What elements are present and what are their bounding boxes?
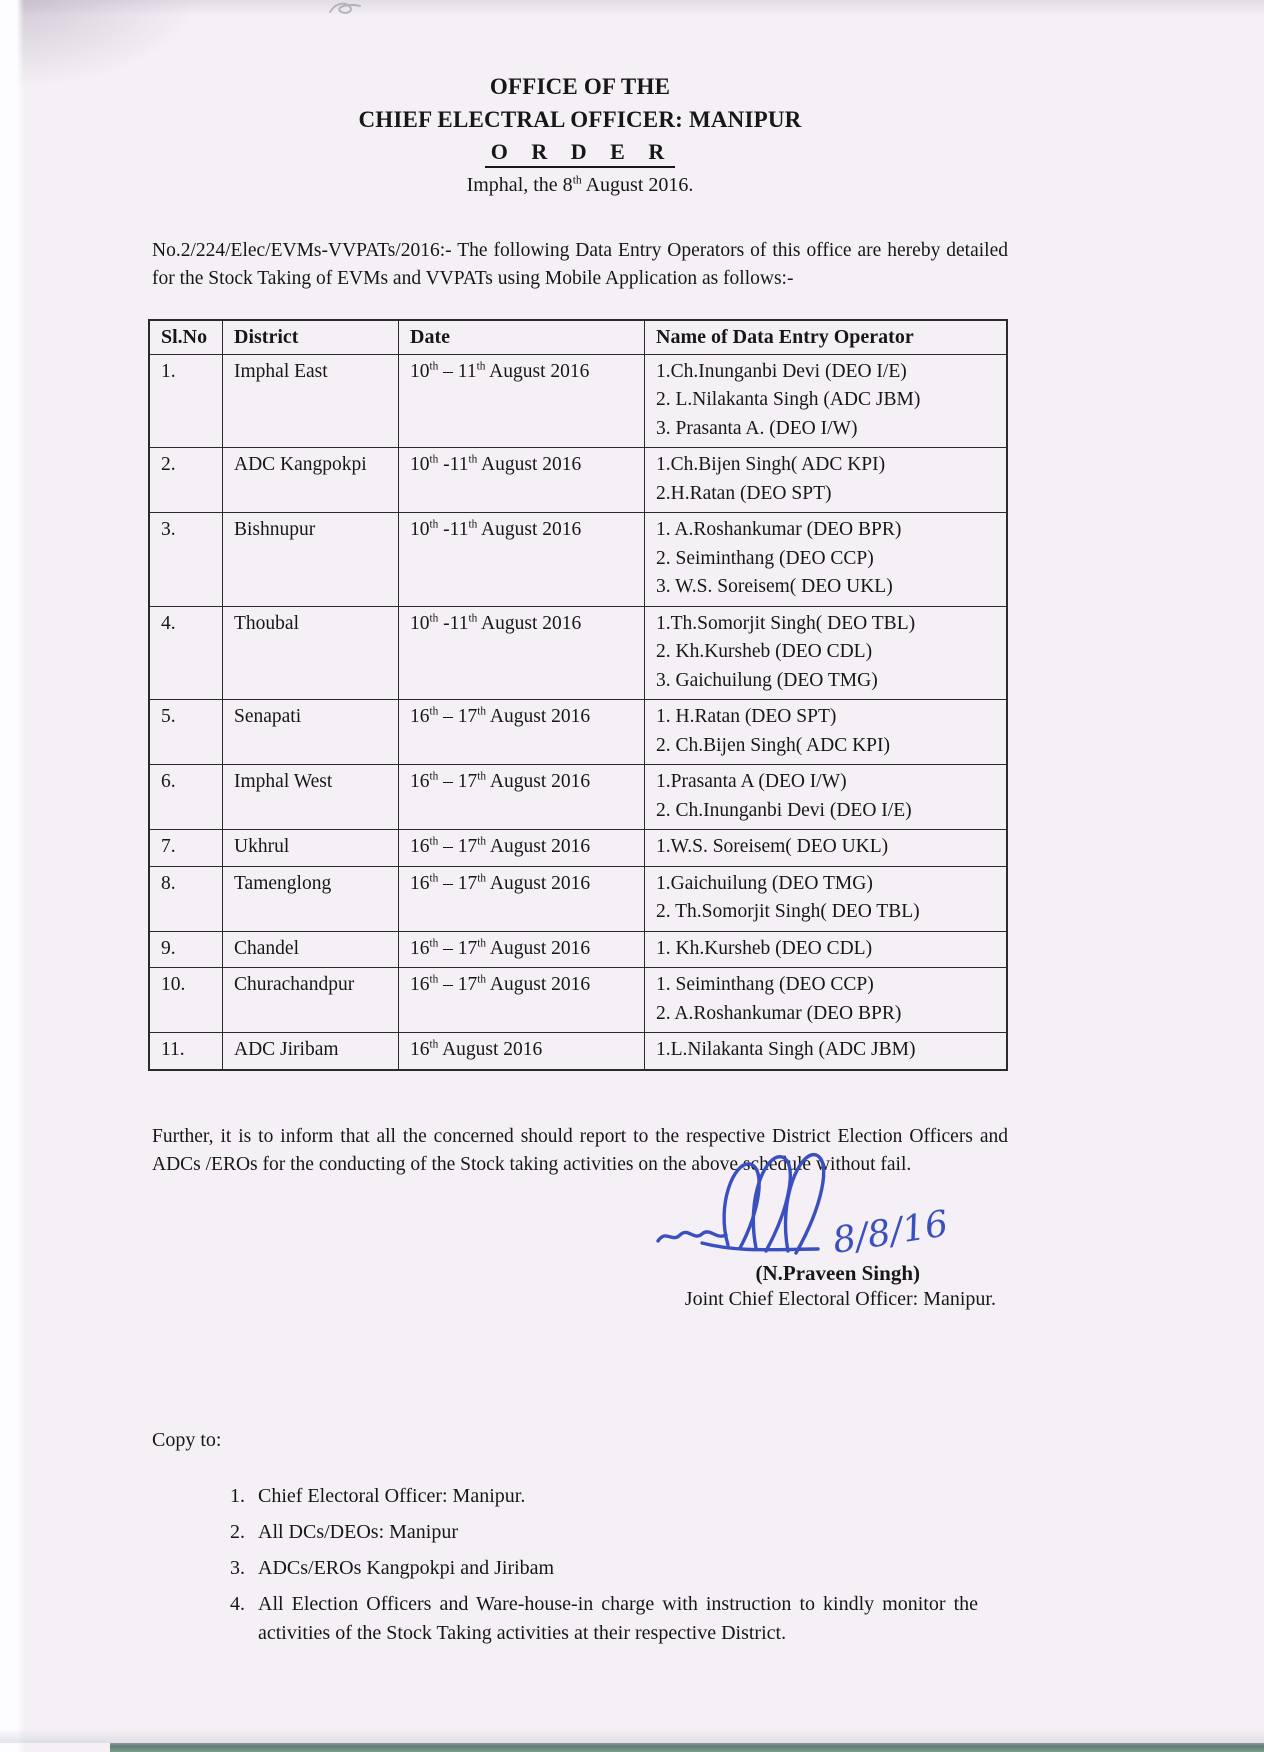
operator-line: 3. W.S. Soreisem( DEO UKL) xyxy=(656,576,893,597)
cell-operators xyxy=(645,968,1008,1033)
table-row xyxy=(149,448,1007,513)
cell-operators xyxy=(645,448,1008,513)
operator-line: 2. Th.Somorjit Singh( DEO TBL) xyxy=(656,901,920,922)
order-heading: O R D E R xyxy=(485,139,675,168)
document-content xyxy=(152,70,1008,1655)
office-title-line2: CHIEF ELECTRAL OFFICER: MANIPUR xyxy=(358,107,802,132)
cell-slno: 5. xyxy=(149,700,223,765)
cell-slno: 8. xyxy=(149,866,223,931)
order-reference-paragraph: No.2/224/Elec/EVMs-VVPATs/2016:- The following Data Entry Operators of this office are hereby detailed for the Stock Taking of EVMs and VVPATs using Mobile Application as follows:- xyxy=(152,240,1008,289)
cell-slno: 6. xyxy=(149,765,223,830)
cell-district: Thoubal xyxy=(223,606,399,700)
table-row xyxy=(149,354,1007,448)
operator-line: 3. Gaichuilung (DEO TMG) xyxy=(656,669,878,691)
cell-operators xyxy=(645,1033,1008,1070)
duty-schedule-table xyxy=(148,319,1008,1071)
cell-date: 10th -11th August 2016 xyxy=(399,513,645,607)
table-row xyxy=(149,513,1007,607)
operator-line: 2. Ch.Bijen Singh( ADC KPI) xyxy=(656,734,891,756)
operator-line: 1.Th.Somorjit Singh( DEO TBL) xyxy=(656,612,916,634)
cell-operators xyxy=(645,513,1008,607)
cell-operators xyxy=(645,866,1008,931)
operator-line: 2. Kh.Kursheb (DEO CDL) xyxy=(656,641,873,662)
operator-line: 1.Ch.Inunganbi Devi (DEO I/E) xyxy=(656,360,907,382)
signatory-name: (N.Praveen Singh) xyxy=(755,1260,920,1285)
cell-date: 16th August 2016 xyxy=(399,1033,645,1070)
cell-district: ADC Jiribam xyxy=(223,1033,399,1070)
copy-to-item: 2. All DCs/DEOs: Manipur xyxy=(250,1518,978,1547)
scan-edge-left xyxy=(0,0,24,1752)
operator-line: 1.Prasanta A (DEO I/W) xyxy=(656,771,847,792)
header-district: District xyxy=(223,320,399,354)
header-operator: Name of Data Entry Operator xyxy=(645,320,1008,354)
table-header-row xyxy=(149,320,1007,354)
cell-operators xyxy=(645,354,1008,448)
cell-slno: 3. xyxy=(149,513,223,607)
cell-date: 16th – 17th August 2016 xyxy=(399,931,645,968)
cell-operators xyxy=(645,606,1008,700)
further-instruction-paragraph: Further, it is to inform that all the concerned should report to the respective District Election Officers and ADCs /EROs for the conducting of the Stock taking activities on the above schedule without fail. xyxy=(152,1125,1008,1175)
pencil-smudge-mark xyxy=(326,0,366,20)
operator-line: 1.Ch.Bijen Singh( ADC KPI) xyxy=(656,454,886,475)
scan-bottom-band xyxy=(110,1743,1264,1752)
operator-line: 2. L.Nilakanta Singh (ADC JBM) xyxy=(656,389,921,410)
operator-line: 1. Kh.Kursheb (DEO CDL) xyxy=(656,937,873,959)
cell-slno: 9. xyxy=(149,931,223,968)
cell-date: 10th -11th August 2016 xyxy=(399,448,645,513)
signature-date-ink: 8/8/16 xyxy=(829,1202,951,1262)
cell-district: Imphal West xyxy=(223,765,399,830)
operator-line: 2. A.Roshankumar (DEO BPR) xyxy=(656,1002,902,1024)
cell-district: Tamenglong xyxy=(223,866,399,931)
operator-line: 3. Prasanta A. (DEO I/W) xyxy=(656,417,858,439)
cell-district: Ukhrul xyxy=(223,830,399,867)
cell-slno: 1. xyxy=(149,354,223,448)
header-slno: Sl.No xyxy=(149,320,223,354)
table-row xyxy=(149,866,1007,931)
copy-to-item: 4. All Election Officers and Ware-house-in charge with instruction to kindly monitor the activities of the Stock Taking activities at their respective District. xyxy=(250,1590,978,1648)
cell-date: 16th – 17th August 2016 xyxy=(399,830,645,867)
operator-line: 1.W.S. Soreisem( DEO UKL) xyxy=(656,836,889,857)
header-date: Date xyxy=(399,320,645,354)
cell-district: Chandel xyxy=(223,931,399,968)
cell-district: Imphal East xyxy=(223,354,399,448)
order-heading-row xyxy=(152,139,1008,168)
copy-to-item: 1. Chief Electoral Officer: Manipur. xyxy=(250,1482,978,1511)
operator-line: 2. Seiminthang (DEO CCP) xyxy=(656,547,874,569)
operator-line: 1. H.Ratan (DEO SPT) xyxy=(656,706,837,727)
copy-to-label: Copy to: xyxy=(152,1428,222,1451)
cell-slno: 10. xyxy=(149,968,223,1033)
signature-area xyxy=(152,1145,1008,1273)
cell-operators xyxy=(645,700,1008,765)
scan-bottom-fade xyxy=(0,1729,1264,1743)
operator-line: 2.H.Ratan (DEO SPT) xyxy=(656,482,832,504)
cell-date: 16th – 17th August 2016 xyxy=(399,968,645,1033)
table-row xyxy=(149,830,1007,867)
operator-line: 2. Ch.Inunganbi Devi (DEO I/E) xyxy=(656,799,912,821)
table-row xyxy=(149,765,1007,830)
cell-date: 16th – 17th August 2016 xyxy=(399,700,645,765)
table-row xyxy=(149,700,1007,765)
cell-operators xyxy=(645,830,1008,867)
cell-operators xyxy=(645,931,1008,968)
cell-district: Bishnupur xyxy=(223,513,399,607)
cell-district: Senapati xyxy=(223,700,399,765)
operator-line: 1.Gaichuilung (DEO TMG) xyxy=(656,872,873,894)
signatory-designation: Joint Chief Electoral Officer: Manipur. xyxy=(684,1287,996,1310)
cell-date: 16th – 17th August 2016 xyxy=(399,765,645,830)
cell-date: 16th – 17th August 2016 xyxy=(399,866,645,931)
place-and-date: Imphal, the 8th August 2016. xyxy=(466,173,694,196)
copy-to-item: 3. ADCs/EROs Kangpokpi and Jiribam xyxy=(250,1554,978,1583)
copy-to-list xyxy=(152,1482,1008,1648)
table-row xyxy=(149,968,1007,1033)
cell-district: Churachandpur xyxy=(223,968,399,1033)
cell-slno: 4. xyxy=(149,606,223,700)
signature-ink-icon xyxy=(650,1145,980,1271)
cell-slno: 11. xyxy=(149,1033,223,1070)
cell-date: 10th -11th August 2016 xyxy=(399,606,645,700)
operator-line: 1.L.Nilakanta Singh (ADC JBM) xyxy=(656,1039,916,1060)
cell-district: ADC Kangpokpi xyxy=(223,448,399,513)
operator-line: 1. A.Roshankumar (DEO BPR) xyxy=(656,519,902,540)
cell-operators xyxy=(645,765,1008,830)
cell-slno: 7. xyxy=(149,830,223,867)
table-row xyxy=(149,606,1007,700)
table-row xyxy=(149,931,1007,968)
cell-slno: 2. xyxy=(149,448,223,513)
cell-date: 10th – 11th August 2016 xyxy=(399,354,645,448)
office-title-line1: OFFICE OF THE xyxy=(489,74,671,99)
operator-line: 1. Seiminthang (DEO CCP) xyxy=(656,974,874,995)
table-row xyxy=(149,1033,1007,1070)
